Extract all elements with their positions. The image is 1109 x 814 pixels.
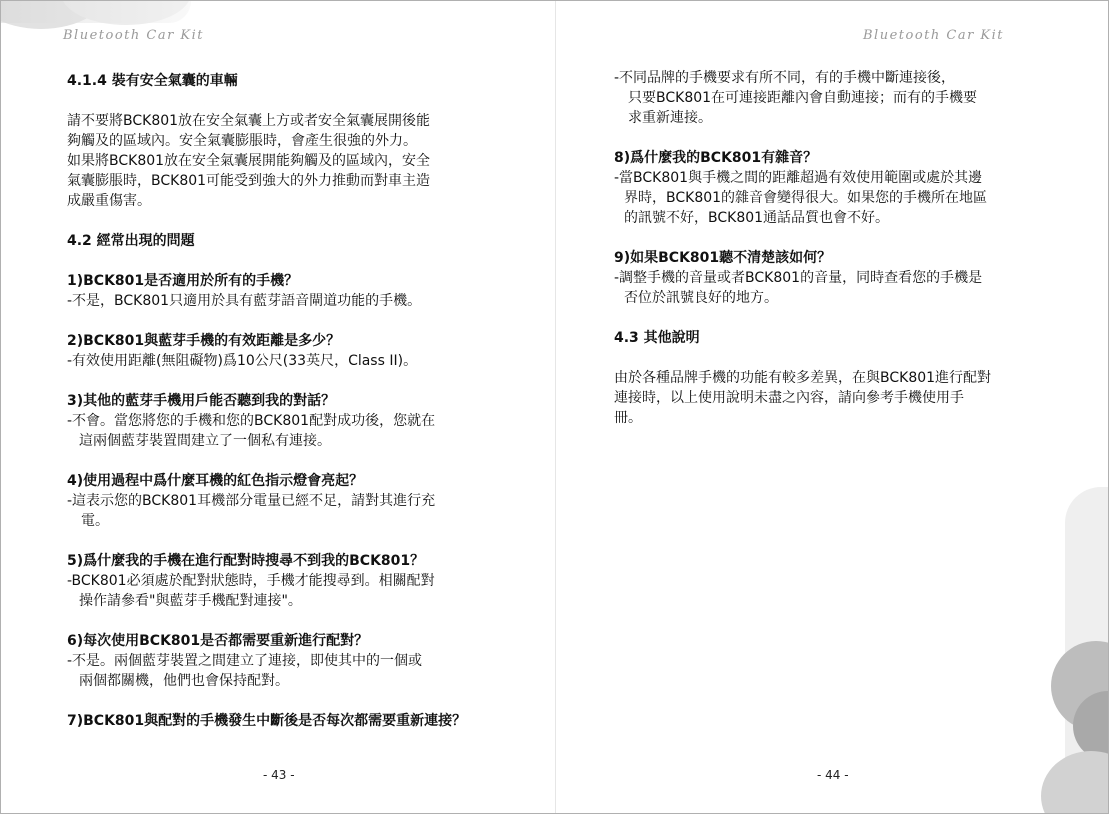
faq-answer-3: -不會。當您將您的手機和您的BCK801配對成功後，您就在 這兩個藍芽裝置間建立了一個私有連接。 (67, 413, 436, 449)
section-title-faq: 4.2 經常出現的問題 (67, 233, 195, 249)
airbag-paragraph: 請不要將BCK801放在安全氣囊上方或者安全氣囊展開後能 夠觸及的區域內。安全氣囊膨脹時，會產生很強的外力。 如果將BCK801放在安全氣囊展開能夠觸及的區域內，安全 氣囊膨脹時，BCK801可能受到強大的外力推動而對車主造 成嚴重傷害。 (67, 113, 431, 209)
faq-answer-8: -當BCK801與手機之間的距離超過有效使用範圍或處於其邊 界時，BCK801的雜音會變得很大。如果您的手機所在地區 的訊號不好，BCK801通話品質也會不好。 (614, 170, 988, 226)
faq-answer-7: -不同品牌的手機要求有所不同，有的手機中斷連接後， 只要BCK801在可連接距離內會自動連接；而有的手機要 求重新連接。 (614, 70, 978, 126)
faq-question-9: 9)如果BCK801聽不清楚該如何？ (614, 250, 832, 266)
running-header-left: Bluetooth Car Kit (63, 28, 205, 43)
left-page-body (67, 71, 507, 731)
faq-question-3: 3)其他的藍芽手機用戶能否聽到我的對話？ (67, 393, 336, 409)
circle-decoration (1041, 751, 1109, 814)
page-fold (555, 1, 556, 814)
faq-answer-2: -有效使用距離(無阻礙物)爲10公尺(33英尺，Class II)。 (67, 353, 418, 369)
corner-decoration (1, 1, 191, 23)
faq-answer-1: -不是，BCK801只適用於具有藍芽語音閘道功能的手機。 (67, 293, 422, 309)
faq-question-1: 1)BCK801是否適用於所有的手機？ (67, 273, 299, 289)
other-notes-paragraph: 由於各種品牌手機的功能有較多差異，在與BCK801進行配對 連接時，以上使用說明未盡之內容，請向參考手機使用手 冊。 (614, 370, 992, 426)
faq-question-7: 7)BCK801與配對的手機發生中斷後是否每次都需要重新連接？ (67, 713, 467, 729)
faq-question-6: 6)每次使用BCK801是否都需要重新進行配對？ (67, 633, 369, 649)
faq-question-2: 2)BCK801與藍芽手機的有效距離是多少？ (67, 333, 341, 349)
faq-question-8: 8)爲什麼我的BCK801有雜音？ (614, 150, 818, 166)
section-title-other: 4.3 其他說明 (614, 330, 700, 346)
page-number-right: - 44 - (817, 768, 849, 782)
section-title-airbag: 4.1.4 裝有安全氣囊的車輛 (67, 73, 238, 89)
right-page-body (614, 68, 1054, 428)
faq-answer-5: -BCK801必須處於配對狀態時，手機才能搜尋到。相關配對 操作請參看"與藍芽手機配對連接"。 (67, 573, 435, 609)
faq-answer-6: -不是。兩個藍芽裝置之間建立了連接，即使其中的一個或 兩個都關機，他們也會保持配對。 (67, 653, 423, 689)
faq-question-5: 5)爲什麼我的手機在進行配對時搜尋不到我的BCK801？ (67, 553, 425, 569)
faq-question-4: 4)使用過程中爲什麼耳機的紅色指示燈會亮起？ (67, 473, 364, 489)
page-number-left: - 43 - (263, 768, 295, 782)
faq-answer-9: -調整手機的音量或者BCK801的音量，同時查看您的手機是 否位於訊號良好的地方。 (614, 270, 983, 306)
running-header-right: Bluetooth Car Kit (863, 28, 1005, 43)
faq-answer-4: -這表示您的BCK801耳機部分電量已經不足，請對其進行充 電。 (67, 493, 436, 529)
